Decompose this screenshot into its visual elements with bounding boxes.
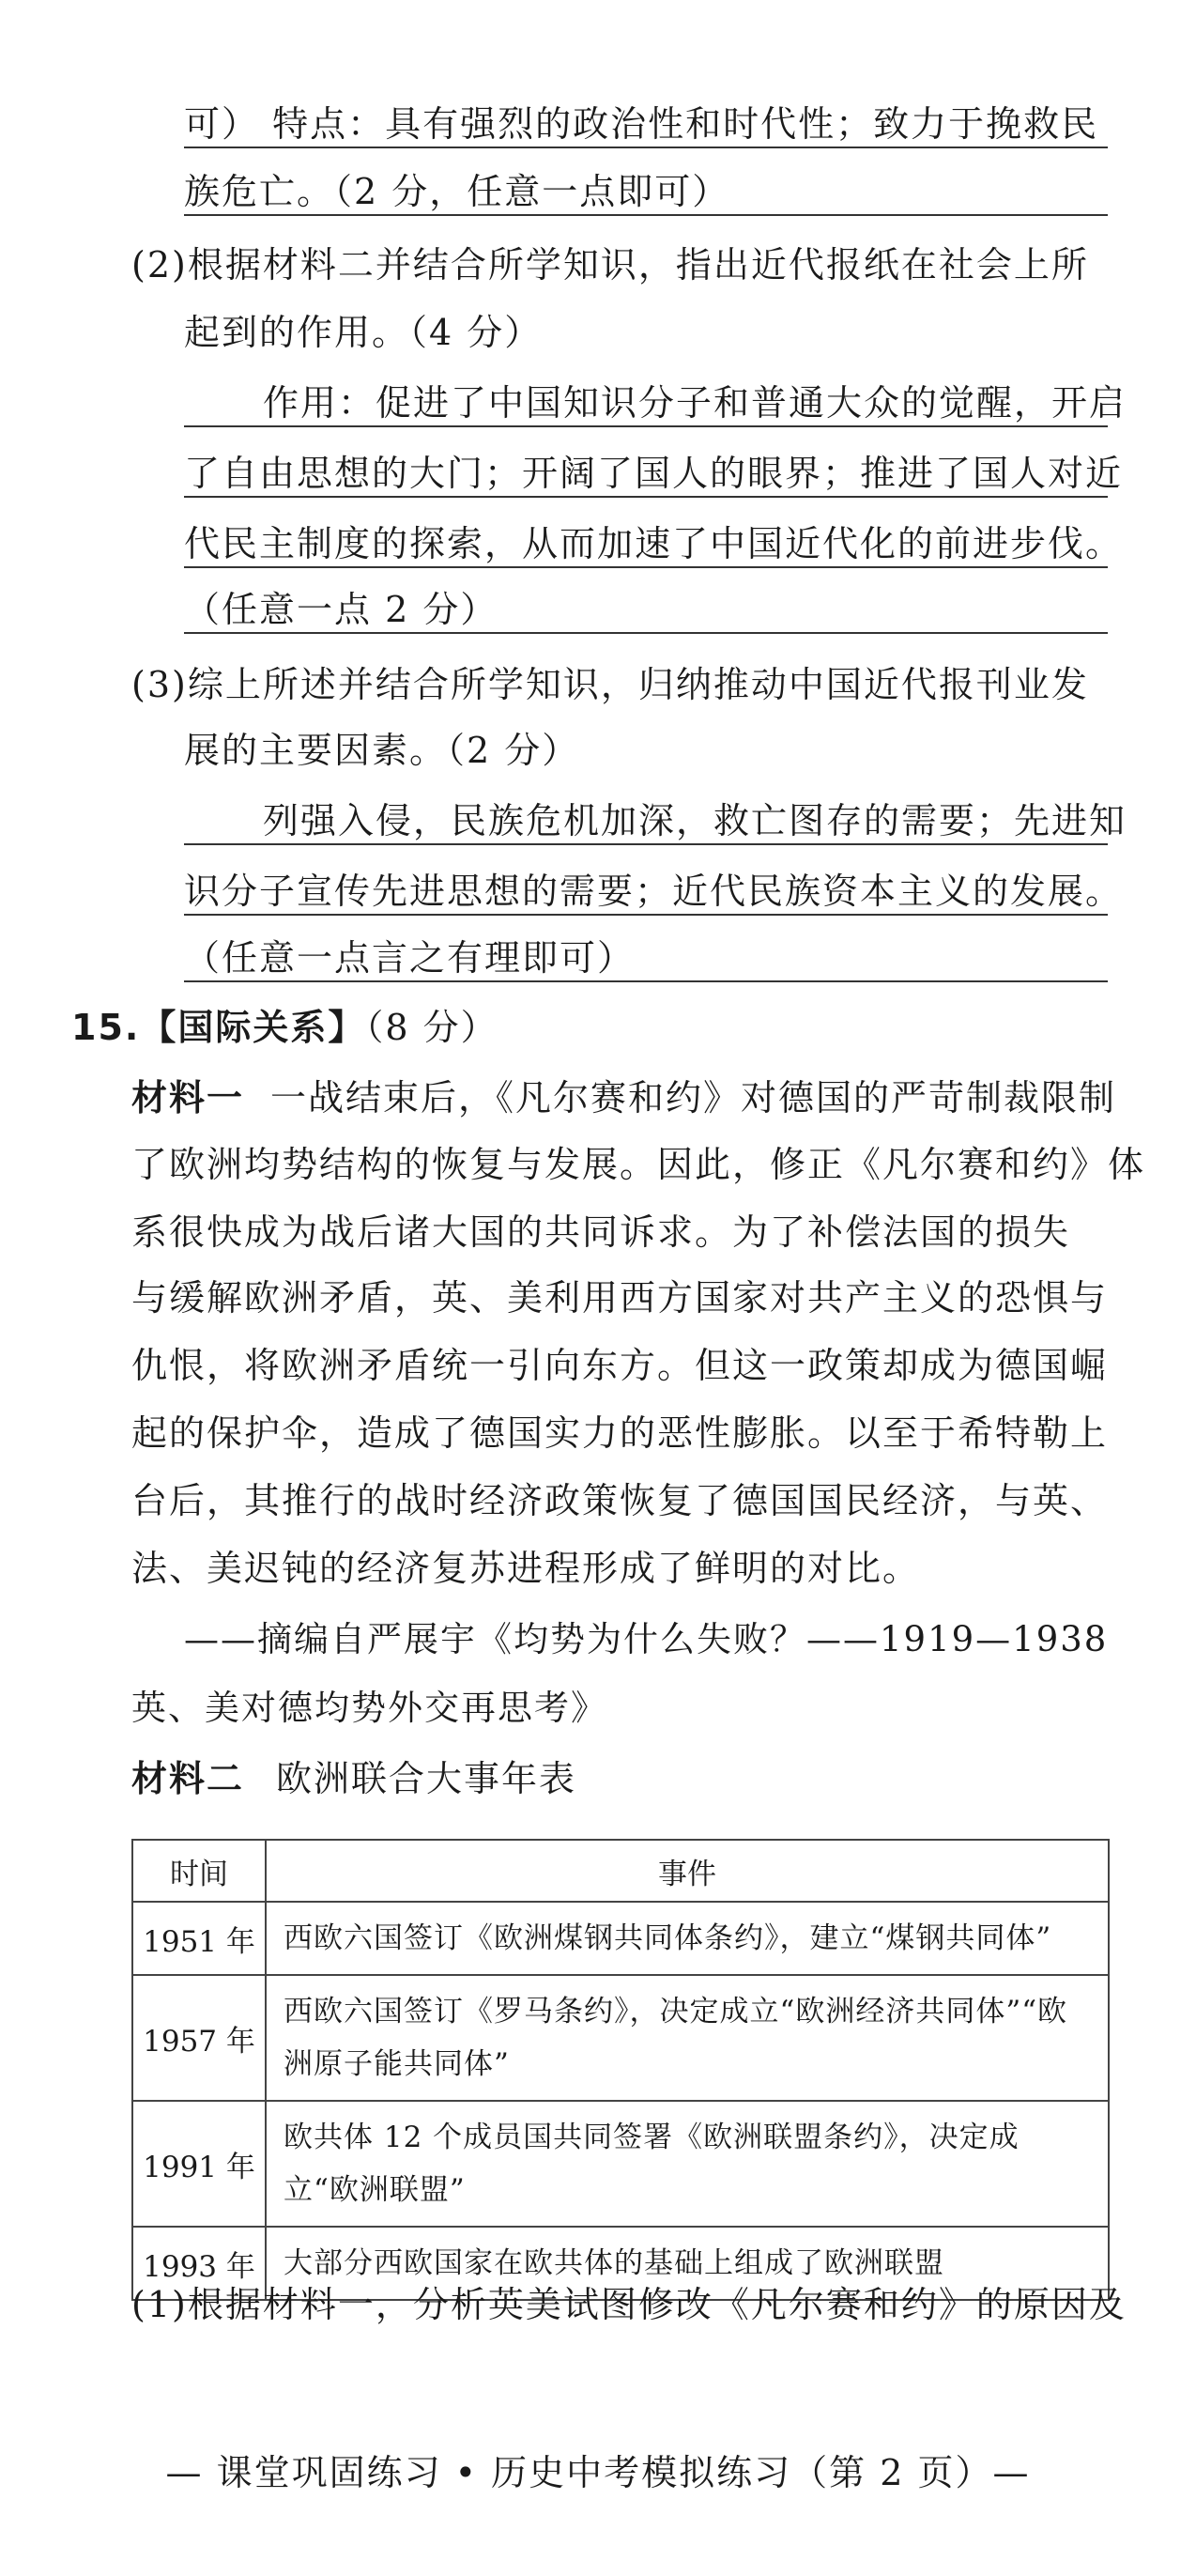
question-number: 15.: [71, 1007, 141, 1048]
event-cell: 西欧六国签订《罗马条约》，决定成立“欧洲经济共同体”“欧洲原子能共同体”: [266, 1975, 1109, 2101]
question-topic: 【国际关系】: [140, 1007, 366, 1048]
answer-line: 代民主制度的探索，从而加速了中国近代化的前进步伐。: [184, 521, 1108, 568]
material-label: 材料一: [131, 1077, 245, 1118]
year-cell: 1993 年: [132, 2227, 266, 2300]
question-text: (1)根据材料一，分析英美试图修改《凡尔赛和约》的原因及: [131, 2284, 1127, 2325]
answer-line: 识分子宣传先进思想的需要；近代民族资本主义的发展。: [184, 869, 1108, 916]
material-one-line: 法、美迟钝的经济复苏进程形成了鲜明的对比。: [131, 1548, 921, 1589]
material-one-line: 仇恨，将欧洲矛盾统一引向东方。但这一政策却成为德国崛: [131, 1345, 1109, 1386]
table-row: [132, 1902, 1109, 1975]
event-cell: 西欧六国签订《欧洲煤钢共同体条约》，建立“煤钢共同体”: [266, 1902, 1109, 1975]
question-score: （8 分）: [365, 1007, 498, 1048]
material-one-line: 起的保护伞，造成了德国实力的恶性膨胀。以至于希特勒上: [131, 1412, 1109, 1454]
table-row: [132, 2101, 1109, 2227]
table-title: 欧洲联合大事年表: [276, 1758, 577, 1799]
answer-line: （任意一点言之有理即可）: [184, 935, 1108, 982]
material-one-line: 了欧洲均势结构的恢复与发展。因此，修正《凡尔赛和约》体: [131, 1144, 1146, 1185]
material-two-heading: [131, 1756, 576, 1801]
column-header-time: 时间: [132, 1840, 266, 1902]
year-cell: 1957 年: [132, 1975, 266, 2101]
answer-line: 可） 特点：具有强烈的政治性和时代性；致力于挽救民: [184, 101, 1108, 148]
material-one-line: 系很快成为战后诸大国的共同诉求。为了补偿法国的损失: [131, 1211, 1071, 1253]
source-citation: ——摘编自严展宇《均势为什么失败？——1919—1938: [184, 1619, 1109, 1659]
event-cell: 欧共体 12 个成员国共同签署《欧洲联盟条约》，决定成立“欧洲联盟”: [266, 2101, 1109, 2227]
question-text: (2)根据材料二并结合所学知识，指出近代报纸在社会上所: [131, 244, 1089, 285]
event-cell: 大部分西欧国家在欧共体的基础上组成了欧洲联盟: [266, 2227, 1109, 2300]
question-heading: [71, 1005, 498, 1050]
answer-line: 族危亡。（2 分，任意一点即可）: [184, 169, 1108, 216]
answer-line: （任意一点 2 分）: [184, 587, 1108, 634]
question-text: 起到的作用。（4 分）: [184, 312, 543, 353]
table-row: [132, 1975, 1109, 2101]
events-table: [131, 1839, 1110, 2301]
question-text: (3)综上所述并结合所学知识，归纳推动中国近代报刊业发: [131, 664, 1089, 705]
material-one-line: 材料一 一战结束后，《凡尔赛和约》对德国的严苛制裁限制: [131, 1077, 1117, 1118]
column-header-event: 事件: [266, 1840, 1109, 1902]
table-header-row: [132, 1840, 1109, 1902]
year-cell: 1991 年: [132, 2101, 266, 2227]
material-label: 材料二: [131, 1758, 245, 1799]
material-one-line: 与缓解欧洲矛盾，英、美利用西方国家对共产主义的恐惧与: [131, 1277, 1109, 1319]
source-citation: 英、美对德均势外交再思考》: [131, 1688, 607, 1728]
material-one-line: 台后，其推行的战时经济政策恢复了德国国民经济，与英、: [131, 1480, 1109, 1521]
answer-line: 列强入侵，民族危机加深，救亡图存的需要；先进知: [184, 798, 1108, 845]
question-text: 展的主要因素。（2 分）: [184, 730, 580, 771]
answer-line: 作用：促进了中国知识分子和普通大众的觉醒，开启: [184, 380, 1108, 427]
page-footer: — 课堂巩固练习 • 历史中考模拟练习（第 2 页）—: [165, 2452, 1031, 2493]
year-cell: 1951 年: [132, 1902, 266, 1975]
answer-line: 了自由思想的大门；开阔了国人的眼界；推进了国人对近: [184, 451, 1108, 498]
